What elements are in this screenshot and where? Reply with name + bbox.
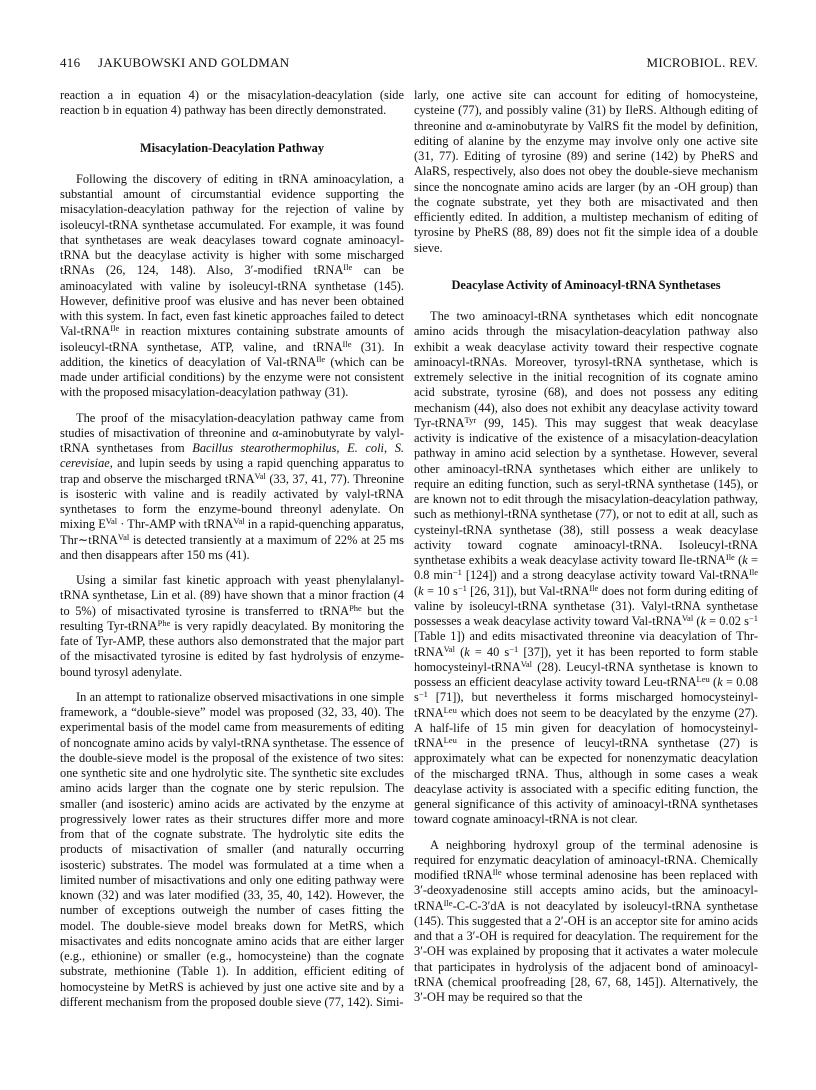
running-header <box>60 55 758 75</box>
page-number: 416 <box>60 55 81 70</box>
paragraph: Following the discovery of editing in tRNA aminoacylation, a substantial amount of circumstantial evidence supporting the misacylation-deacylation pathway for the rejection of valine by isoleucyl-tRNA synthetase accumulated. For example, it was found that synthetases are weak deacylases toward cognate aminoacyl-tRNA but the deacylase activity is higher with some mischarged tRNAs (26, 124, 148). Also, 3′-modified tRNA$^{Ile}$ can be aminoacylated with valine by isoleucyl-tRNA synthetase (145). However, definitive proof was elusive and has never been obtained with this system. In fact, even fast kinetic approaches failed to detect Val-tRNA$^{Ile}$ in reaction mixtures containing substrate amounts of isoleucyl-tRNA synthetase, ATP, valine, and tRNA$^{Ile}$ (31). In addition, the kinetics of deacylation of Val-tRNA$^{Ile}$ (which can be made under artificial conditions) by the enzyme were not consistent with the proposed misacylation-deacylation pathway (31). <box>60 171 404 400</box>
paragraph: The proof of the misacylation-deacylation pathway came from studies of misactivation of threonine and α-aminobutyrate by valyl-tRNA synthetases from Bacillus stearothermophilus, E. coli, S. cerevisiae, and lupin seeds by using a rapid quenching apparatus to trap and observe the mischarged tRNA$^{Val}$ (33, 37, 41, 77). Threonine is isosteric with valine and is readily activated by valyl-tRNA synthetases to form the enzyme-bound threonyl adenylate. On mixing $E^{Val} \cdot Thr-AMP$ with tRNA$^{Val}$ in a rapid-quenching apparatus, Thr∼tRNA$^{Val}$ is detected transiently at a maximum of 22% at 25 ms and then disappears after 150 ms (41). <box>60 410 405 562</box>
section-heading: Deacylase Activity of Aminoacyl-tRNA Synthetases <box>451 277 721 292</box>
journal-name: MICROBIOL. REV. <box>646 55 758 70</box>
paragraph: The two aminoacyl-tRNA synthetases which edit noncognate amino acids through the misacylation-deacylation pathway also exhibit a weak deacylase activity toward their respective cognate aminoacyl-tRNAs. Moreover, tyrosyl-tRNA synthetase, which is extremely selective in the initial recognition of its cognate amino acid substrate, tyrosine (68), and does not possess any editing mechanism (44), also does not exhibit any deacylase activity toward Tyr-tRNA$^{Tyr}$ (99, 145). This may suggest that weak deacylase activity is indicative of the existence of a misacylation-deacylation pathway in amino acid selection by a synthetase. However, several other aminoacyl-tRNA synthetases which either are unlikely to require an editing function, such as seryl-tRNA synthetase (145), or are known not to edit through the misacylation-deacylation pathway, such as methionyl-tRNA synthetase (77), or not to edit at all, such as cysteinyl-tRNA synthetase (38), still possess a weak deacylase activity toward cognate aminoacyl-tRNA. Isoleucyl-tRNA synthetase exhibits a weak deacylase activity toward Ile-tRNA$^{Ile}$ (k = 0.8 $\min^{-1} [124]$) and a strong deacylase activity toward Val-tRNA$^{Ile}$ (k = 10 $s^{-1}$ [26, 31]), but Val-tRNA$^{Ile}$ does not form during editing of valine by isoleucyl-tRNA synthetase (31). Valyl-tRNA synthetase possesses a weak deacylase activity toward Val-tRNA$^{Val}$ (k = 0.02 $s^{-1}$ [Table 1]) and edits misactivated threonine via deacylation of Thr-tRNA$^{Val}$ (k = 40 $s^{-1}$ [37]), yet it has been reported to form stable homocysteinyl-tRNA$^{Val}$ (28). Leucyl-tRNA synthetase is known to possess an efficient deacylase activity toward Leu-tRNA$^{Leu}$ (k = 0.08 $s^{-1}$ [71]), but nevertheless it forms mischarged homocysteinyl-tRNA$^{Leu}$ which does not seem to be deacylated by the enzyme (27). A half-life of 15 min given for deacylation of homocysteinyl-tRNA$^{Leu}$ in the presence of leucyl-tRNA synthetase (27) is approximately what can be expected for nonenzymatic deacylation of the mischarged tRNA. Thus, although in some cases a weak deacylase activity is associated with a specific editing function, the general significance of this activity of aminoacyl-tRNA synthetases toward cognate aminoacyl-tRNA is not clear. <box>414 309 759 827</box>
paragraph: reaction a in equation 4) or the misacylation-deacylation (side reaction b in equation 4) pathway has been directly demonstrated. <box>60 88 404 118</box>
paragraph: Using a similar fast kinetic approach with yeast phenylalanyl-tRNA synthetase, Lin et al. (89) have shown that a minor fraction (4 to 5%) of misactivated tyrosine is transferred to tRNA$^{Phe}$ but the resulting Tyr-tRNA$^{Phe}$ is very rapidly deacylated. By monitoring the fate of Tyr-AMP, these authors also demonstrated that the major part of the misactivated tyrosine is edited by fast hydrolysis of enzyme-bound tyrosyl adenylate. <box>60 573 405 679</box>
paragraph: A neighboring hydroxyl group of the terminal adenosine is required for enzymatic deacylation of aminoacyl-tRNA. Chemically modified tRNA$^{Ile}$ whose terminal adenosine has been replaced with 3′-deoxyadenosine still accepts amino acids, but the aminoacyl-tRNA$^{Ile}$-C-C-3′dA is not deacylated by isoleucyl-tRNA synthetase (145). This suggested that a 2′-OH is an acceptor site for amino acids and that a 3′-OH is required for deacylation. The requirement for the 3′-OH was explained by proposing that it activates a water molecule that participates in hydrolysis of the adjacent bond of aminoacyl-tRNA (chemical proofreading [28, 67, 68, 145]). Alternatively, the 3′-OH may be required so that the <box>414 837 758 1004</box>
section-heading: Misacylation-Deacylation Pathway <box>139 140 325 155</box>
right-column <box>414 88 758 1015</box>
paragraph: larly, one active site can account for editing of homocysteine, cysteine (77), and possibly valine (31) by IleRS. Although editing of threonine and α-aminobutyrate by ValRS fit the model by definition, editing of alanine by the enzyme may involve only one active site (31, 77). Editing of tyrosine (89) and serine (142) by PheRS and AlaRS, respectively, also does not obey the double-sieve mechanism since the noncognate amino acids are larger (by an -OH group) than the cognate substrate, yet they both are misactivated and then efficiently edited. In addition, a multistep mechanism of editing of tyrosine by PheRS (88, 89) does not fit the simple idea of a double sieve. <box>414 88 758 255</box>
running-authors: JAKUBOWSKI AND GOLDMAN <box>98 55 290 70</box>
paragraph: In an attempt to rationalize observed misactivations in one simple framework, a “double-sieve” model was proposed (32, 33, 40). The experimental basis of the model came from measurements of editing of noncognate amino acids by valyl-tRNA synthetase. The essence of the double-sieve model is the proposal of the existence of two sites: one synthetic site and one hydrolytic site. The synthetic site excludes amino acids larger than the cognate one by steric repulsion. The smaller (and isosteric) amino acids are activated by the enzyme at progressively lower rates as their structures differ more and more from that of the cognate substrate. The hydrolytic site edits the products of misactivation of smaller (and naturally occurring isosteric) substrates. The model was formulated at a time when a limited number of misactivations and only one editing pathway were known (32) and was later modified (33, 35, 40, 142). However, the number of exceptions outweigh the number of cases fitting the model. The double-sieve model breaks down for MetRS, which misactivates and edits noncognate amino acids that are either larger (e.g., ethionine) or smaller (e.g., homocysteine) than the cognate substrate, methionine (Table 1). In addition, efficient editing of homocysteine by MetRS is achieved by just one active site and by a different mechanism from the proposed double sieve (77, 142). Simi- <box>60 689 404 1009</box>
left-column <box>60 88 404 1020</box>
